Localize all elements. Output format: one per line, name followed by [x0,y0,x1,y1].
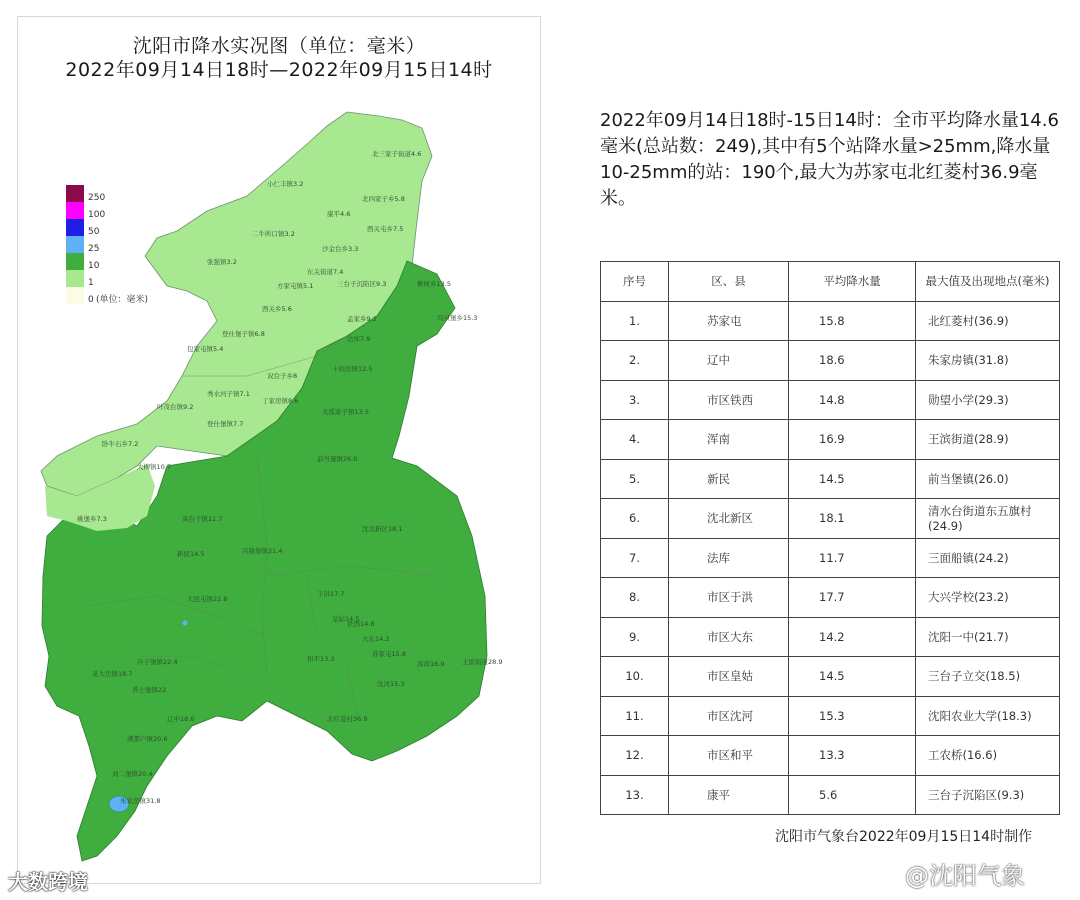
cell-max: 沈阳一中(21.7) [916,617,1060,657]
table-row [601,736,1060,776]
station-label: 苏家屯15.8 [372,650,406,658]
cell-index: 11. [601,696,669,736]
table-row [601,657,1060,697]
cell-average: 18.1 [789,499,916,539]
station-label: 养士堡镇22 [132,686,167,694]
cell-max: 前当堡镇(26.0) [916,459,1060,499]
table-row [601,420,1060,460]
station-label: 柳树乡13.5 [417,280,451,288]
station-label: 西关屯乡7.5 [367,225,404,233]
cell-max: 清水台街道东五旗村(24.9) [916,499,1060,539]
station-label: 和平13.3 [307,655,335,663]
cell-index: 2. [601,341,669,381]
summary-text: 2022年09月14日18时-15日14时：全市平均降水量14.6毫米(总站数：249),其中有5个站降水量>25mm,降水量10-25mm的站：190个,最大为苏家屯北红菱村36.9毫米。 [600,110,1059,209]
cell-district: 市区铁西 [669,380,789,420]
station-label: 双台子乡8 [267,372,298,380]
station-label: 铁西14.8 [347,620,375,628]
district-stats-table [600,261,1060,815]
station-label: 东关街道7.4 [307,268,344,276]
header-max: 最大值及出现地点(毫米) [916,262,1060,302]
cell-index: 9. [601,617,669,657]
header-index: 序号 [601,262,669,302]
cell-index: 6. [601,499,669,539]
cell-average: 15.8 [789,301,916,341]
cell-average: 13.3 [789,736,916,776]
cell-max: 勋望小学(29.3) [916,380,1060,420]
cell-index: 8. [601,578,669,618]
cell-district: 市区和平 [669,736,789,776]
cell-index: 5. [601,459,669,499]
watermark-right: @沈阳气象 [905,862,1025,890]
cell-max: 三台子立交(18.5) [916,657,1060,697]
station-label: 皇姑14.5 [332,615,360,623]
station-label: 前当堡镇26.0 [317,455,358,463]
cell-district: 新民 [669,459,789,499]
cell-max: 朱家房镇(31.8) [916,341,1060,381]
station-label: 老大房镇18.7 [92,670,133,678]
cell-district: 法库 [669,538,789,578]
cell-index: 7. [601,538,669,578]
precipitation-map [17,16,541,884]
cell-max: 工农桥(16.6) [916,736,1060,776]
table-row [601,538,1060,578]
cell-average: 14.2 [789,617,916,657]
station-label: 大民屯镇22.8 [187,595,228,603]
cell-index: 12. [601,736,669,776]
cell-max: 大兴学校(23.2) [916,578,1060,618]
station-label: 孟家乡9.2 [347,315,377,323]
table-row [601,499,1060,539]
legend-label: 0 [88,295,94,305]
station-label: 西关乡5.6 [262,305,292,313]
station-label: 登仕堡子镇6.8 [222,330,265,338]
cell-average: 11.7 [789,538,916,578]
cell-max: 王滨街道(28.9) [916,420,1060,460]
cell-average: 14.8 [789,380,916,420]
cell-district: 康平 [669,775,789,815]
table-row [601,301,1060,341]
station-label: 冯贝堡乡15.3 [437,314,478,322]
legend-unit: (单位：毫米) [96,295,149,305]
station-label: 大孤家子镇13.5 [322,408,369,416]
station-label: 法库7.9 [347,335,371,343]
cell-max: 三面船镇(24.2) [916,538,1060,578]
table-row [601,775,1060,815]
cell-district: 浑南 [669,420,789,460]
station-label: 登仕堡镇7.7 [207,420,244,428]
station-label: 沙金台乡3.3 [322,245,359,253]
station-label: 刘二堡镇20.4 [112,770,153,778]
header-district: 区、县 [669,262,789,302]
station-label: 小仁丰镇3.2 [267,180,304,188]
station-label: 卧牛石乡7.2 [102,440,139,448]
cell-index: 4. [601,420,669,460]
cell-district: 沈北新区 [669,499,789,539]
station-label: 新民14.5 [177,550,205,558]
station-label: 张强镇3.2 [207,258,237,266]
table-row [601,380,1060,420]
station-label: 辽中18.6 [167,715,195,723]
map-title: 沈阳市降水实况图（单位：毫米） [132,35,426,57]
table-header-row [601,262,1060,302]
cell-average: 17.7 [789,578,916,618]
cell-index: 3. [601,380,669,420]
station-label: 秀水河子镇7.1 [207,390,250,398]
station-label: 满都户镇20.6 [127,735,168,743]
station-label: 包家屯镇5.4 [187,345,224,353]
legend-label: 100 [88,210,106,220]
cell-index: 10. [601,657,669,697]
cell-max: 三台子沉陷区(9.3) [916,775,1060,815]
cell-average: 15.3 [789,696,916,736]
cell-district: 辽中 [669,341,789,381]
cell-district: 市区沈河 [669,696,789,736]
table-row [601,578,1060,618]
header-average: 平均降水量 [789,262,916,302]
table-row [601,696,1060,736]
station-label: 叶茂台镇9.2 [157,403,194,411]
watermark-left: 大数跨境 [8,870,88,894]
station-label: 沈北新区18.1 [362,525,403,533]
station-label: 浑南16.9 [417,660,445,668]
station-label: 康平4.6 [327,210,351,218]
station-label: 朱家房镇31.8 [120,797,161,805]
cell-max: 北红菱村(36.9) [916,301,1060,341]
legend-label: 10 [88,261,100,271]
cell-average: 5.6 [789,775,916,815]
cell-average: 18.6 [789,341,916,381]
station-label: 沈河15.3 [377,680,405,688]
station-label: 三台子沉陷区9.3 [337,280,387,288]
station-label: 北三家子街道4.6 [372,150,422,158]
map-subtitle: 2022年09月14日18时—2022年09月15日14时 [65,59,493,81]
legend-label: 1 [88,278,94,288]
station-label: 大柳镇10.7 [137,463,171,471]
station-label: 北红菱村36.9 [327,715,368,723]
station-label: 兴隆堡镇21.4 [242,547,283,555]
legend-label: 50 [88,227,100,237]
cell-district: 市区皇姑 [669,657,789,697]
cell-max: 沈阳农业大学(18.3) [916,696,1060,736]
station-label: 冷子堡镇22.4 [137,658,178,666]
cell-district: 苏家屯 [669,301,789,341]
station-label: 方家屯镇5.1 [277,282,314,290]
table-row [601,459,1060,499]
station-label: 二牛所口镇3.2 [252,230,295,238]
station-label: 姚堡乡7.3 [77,515,107,523]
cell-index: 13. [601,775,669,815]
table-row [601,617,1060,657]
table-row [601,341,1060,381]
station-label: 王滨街道28.9 [462,658,503,666]
footer-note: 沈阳市气象台2022年09月15日14时制作 [775,829,1033,845]
station-label: 高台子镇11.7 [182,515,223,523]
cell-index: 1. [601,301,669,341]
cell-district: 市区大东 [669,617,789,657]
station-label: 大东14.2 [362,635,390,643]
station-label: 丁家房镇8.6 [262,397,299,405]
cell-average: 14.5 [789,459,916,499]
cell-average: 14.5 [789,657,916,697]
cell-district: 市区于洪 [669,578,789,618]
cell-average: 16.9 [789,420,916,460]
station-label: 于洪17.7 [317,590,345,598]
station-label: 十间房镇12.5 [332,365,373,373]
station-label: 北四家子乡5.8 [362,195,405,203]
legend-label: 250 [88,193,106,203]
legend-label: 25 [88,244,100,254]
